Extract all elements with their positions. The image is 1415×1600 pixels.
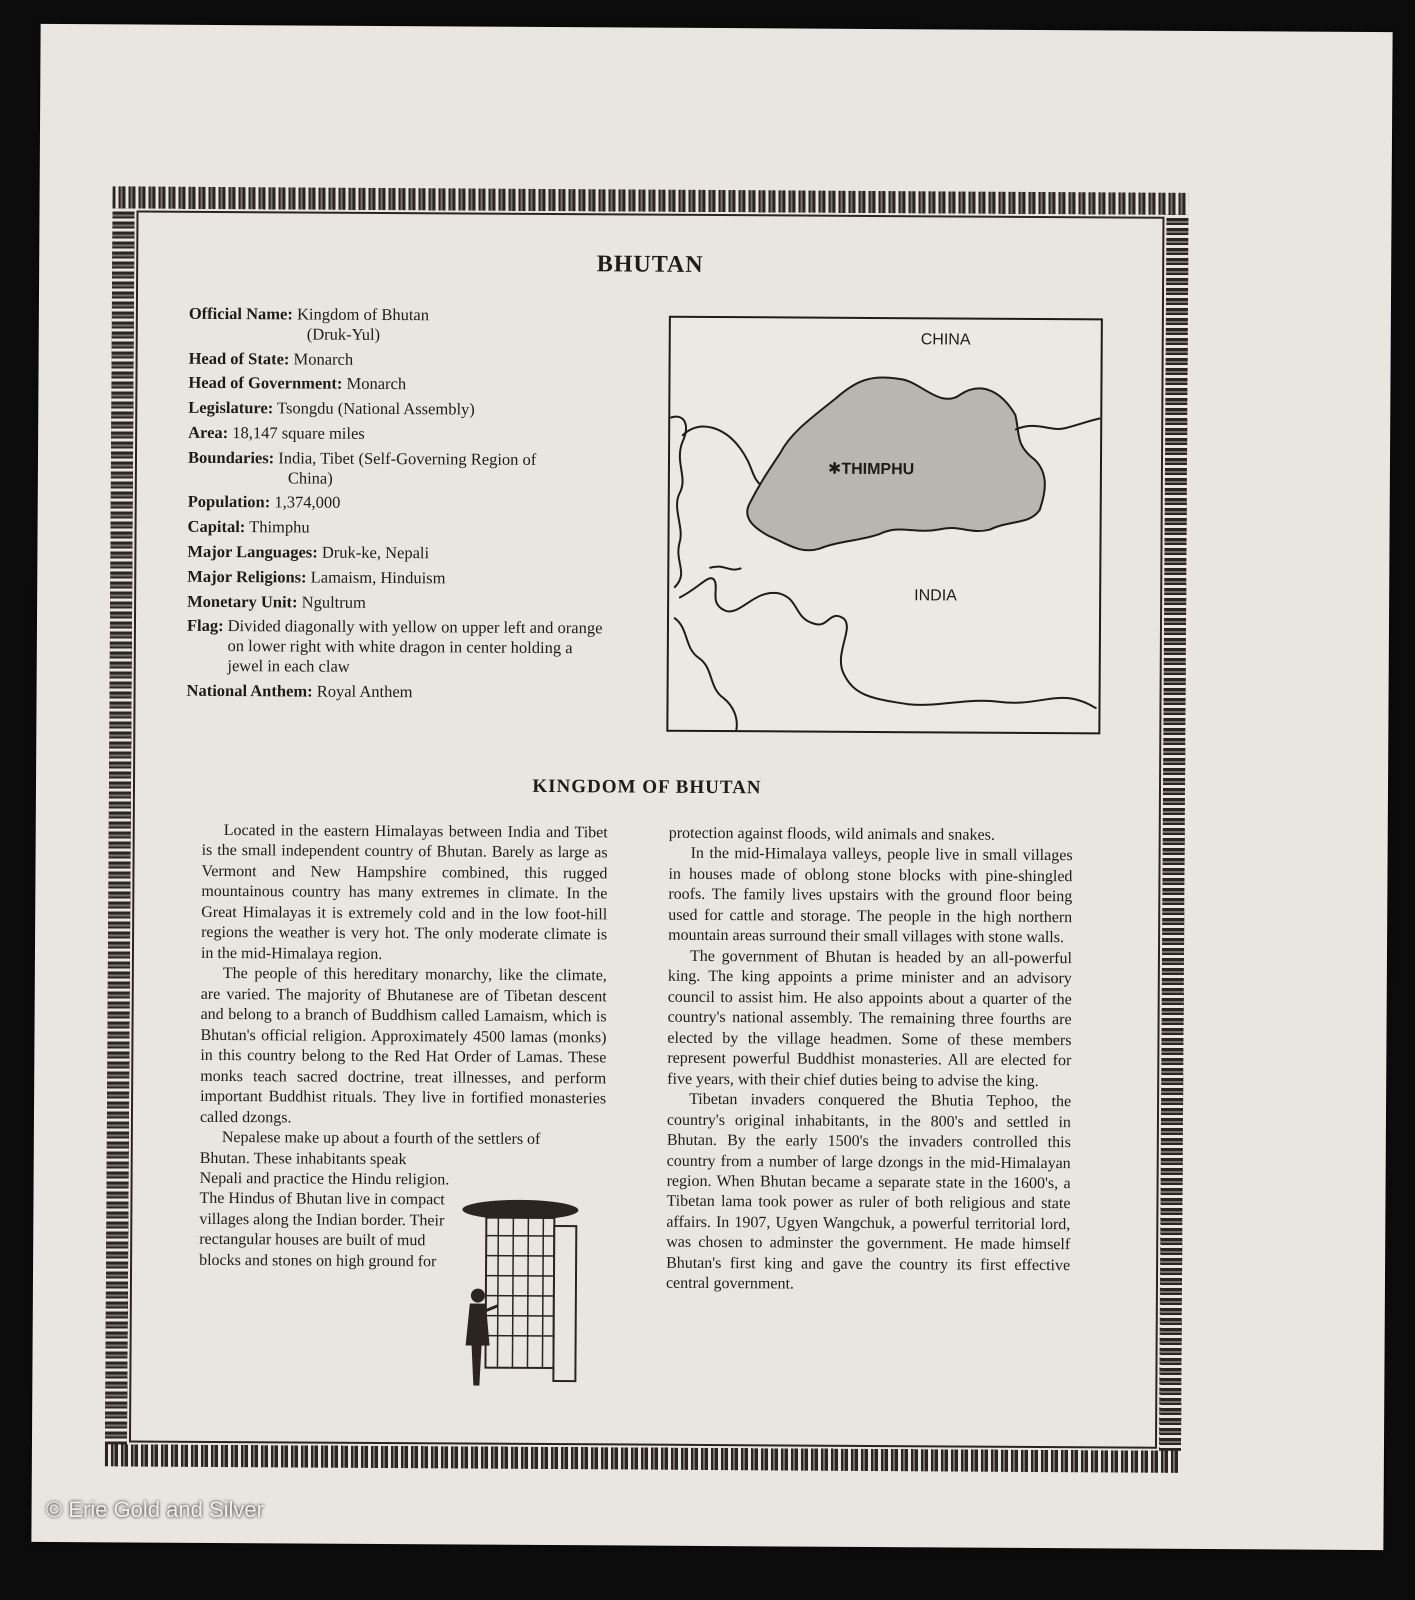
fact-value: Lamaism, Hinduism — [310, 567, 446, 588]
fact-key: Area: — [188, 422, 229, 443]
india-border-upper — [678, 578, 1097, 708]
text-column-right — [666, 824, 1073, 1297]
fact-key: Boundaries: — [187, 447, 275, 468]
document-sheet — [31, 24, 1392, 1550]
fact-key: Head of State: — [188, 348, 290, 369]
fact-anthem — [187, 681, 627, 703]
fact-value: Kingdom of Bhutan — [296, 304, 430, 325]
border-right — [1159, 215, 1189, 1451]
fact-value: Tsongdu (National Assembly) — [277, 398, 475, 419]
paragraph: Located in the eastern Himalayas between India and Tibet is the small independent country of Bhutan. Barely as large as Vermont and New Hampshire combined, this rugged mountainous country has many extremes in climate. In the Great Himalayas it is extremely cold and in the low foot-hill regions the weather is very hot. The only moderate climate is in the mid-Himalaya region. — [200, 822, 608, 963]
fact-head-of-state — [189, 348, 629, 370]
fact-monetary-unit — [187, 591, 627, 613]
capital-star-icon: ✱ — [827, 460, 842, 478]
map-drawing — [668, 318, 1101, 733]
fact-value: India, Tibet (Self-Governing Region of — [278, 448, 537, 469]
fact-official-name — [189, 304, 629, 346]
fact-key: Official Name: — [188, 303, 293, 324]
fact-value: Druk-ke, Nepali — [321, 542, 430, 563]
fact-value: Monarch — [293, 349, 354, 369]
page-title: BHUTAN — [596, 251, 704, 278]
fact-capital — [188, 517, 628, 539]
fact-list — [186, 304, 628, 708]
china-border-left — [669, 417, 686, 588]
fact-key: Flag: — [186, 616, 224, 636]
ornamental-border — [105, 186, 1189, 1473]
fact-key: Population: — [187, 492, 271, 512]
fact-key: Capital: — [187, 516, 246, 537]
fact-languages — [187, 542, 627, 564]
fact-value: Divided diagonally with yellow on upper left and orange on lower right with white dragon in center holding a jewel in each claw — [227, 616, 603, 676]
bhutan-map — [666, 316, 1103, 735]
fact-key: Monetary Unit: — [187, 591, 298, 612]
fact-value-cont: China) — [287, 467, 333, 488]
fact-key: National Anthem: — [186, 680, 313, 701]
fact-value-cont: (Druk-Yul) — [306, 324, 381, 344]
paragraph: In the mid-Himalaya valleys, people live in small villages in houses made of oblong stone blocks with pine-shingled roofs. The family lives upstairs with the ground floor being used for cattle and storage. The people in the high northern mountain areas surround their small villages with stone walls. — [668, 845, 1073, 947]
fact-key: Legislature: — [188, 397, 274, 418]
region-border — [682, 426, 765, 488]
prayer-wheel-illustration — [457, 1195, 588, 1391]
fact-boundaries — [188, 448, 628, 490]
fact-value: Royal Anthem — [316, 681, 413, 701]
fact-area — [188, 423, 628, 445]
paragraph: Bhutan. These inhabitants speak Nepali and practice the Hindu religion. The Hindus of Bhutan live in compact villages along the Indian border. Their rectangular houses are built of mud blocks and stones on high ground for — [199, 1149, 450, 1271]
paragraph: protection against floods, wild animals and snakes. — [668, 824, 995, 844]
paragraph: The people of this hereditary monarchy, like the climate, are varied. The majority of Bhutanese are of Tibetan descent and belong to a branch of Buddhism called Lamaism, which is Bhutan's official religion. Approximately 4500 lamas (monks) in this country belong to the Red Hat Order of Lamas. These monks teach sacred doctrine, treat illnesses, and perform important Buddhist rituals. They live in fortified monasteries called dzongs. — [199, 965, 607, 1126]
fact-legislature — [188, 398, 628, 420]
copyright-watermark: © Erie Gold and Silver — [46, 1497, 264, 1522]
fact-value: Ngultrum — [301, 592, 366, 612]
fact-value: 18,147 square miles — [232, 423, 365, 443]
fact-key: Head of Government: — [188, 373, 343, 394]
fact-head-of-government — [188, 373, 628, 395]
paragraph: The government of Bhutan is headed by an all-powerful king. The king appoints a prime minister and an advisory council to assist him. He also appoints about a quarter of the country's national assembly. The remaining three fourths are elected by the village headmen. Some of these members represent powerful Buddhist monasteries. All are elected for five years, with their chief duties being to advise the king. — [667, 947, 1073, 1090]
map-label-china: CHINA — [920, 331, 971, 349]
fact-value: Monarch — [346, 374, 407, 394]
fact-flag — [187, 616, 627, 678]
fact-religions — [187, 567, 627, 589]
fact-key: Major Religions: — [187, 566, 307, 587]
fact-value: 1,374,000 — [274, 492, 341, 513]
fact-population — [188, 492, 628, 514]
fact-key: Major Languages: — [187, 541, 318, 562]
fact-value: Thimphu — [249, 517, 310, 537]
section-title: KINGDOM OF BHUTAN — [532, 775, 762, 799]
capital-name: THIMPHU — [841, 460, 915, 479]
map-label-india: INDIA — [914, 587, 957, 605]
india-border-lower — [673, 618, 737, 730]
map-label-capital — [828, 459, 914, 480]
paragraph: Tibetan invaders conquered the Bhutia Tephoo, the country's original inhabitants, in the 800's and settled in Bhutan. By the early 1500's the invaders controlled this country from a number of large dzongs in the mid-Himalayan region. When Bhutan became a separate state in the 1600's, a Tibetan lama took power as ruler of both religious and state affairs. In 1907, Ugyen Wangchuk, a powerful territorial lord, was chosen to adminster the government. He made himself Bhutan's first king and gave the country its first effective central government. — [665, 1090, 1072, 1293]
china-border-right — [1015, 418, 1100, 431]
paragraph: Nepalese make up about a fourth of the settlers of — [221, 1129, 541, 1148]
river-line — [709, 567, 741, 570]
